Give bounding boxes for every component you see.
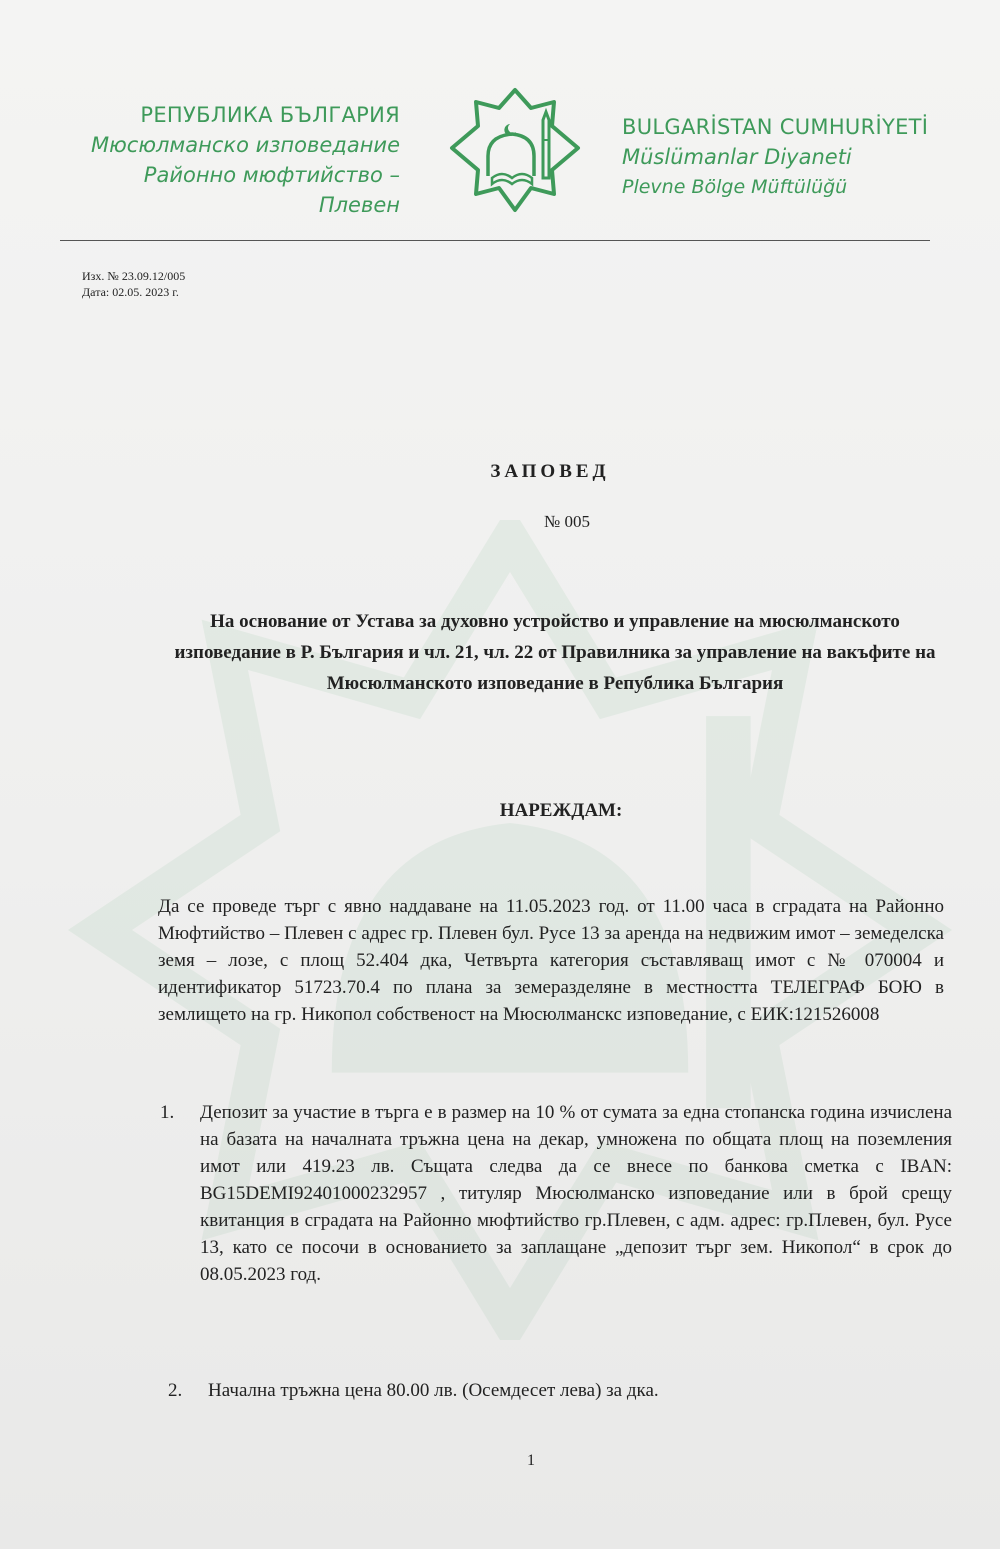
header-right — [622, 112, 962, 202]
auction-paragraph: Да се проведе търг с явно наддаване на 11.05.2023 год. от 11.00 часа в сградата на Районно Мюфтийство – Плевен с адрес гр. Плевен бул. Русе 13 за аренда на недвижим имот – земеделска земя – лозе, с площ 52.404 дка, Четвърта категория съставляващ имот с № 070004 и идентификатор 51723.70.4 по плана за земеразделяне в местността ТЕЛЕГРАФ БОЮ в землището на гр. Никопол собственост на Мюсюлманскс изповедание, с ЕИК:121526008 — [158, 896, 944, 1025]
header-country-bg: РЕПУБЛИКА БЪЛГАРИЯ — [140, 103, 400, 127]
header-office-tr: Plevne Bölge Müftülüğü — [622, 176, 848, 198]
header-institution-bg: Мюсюлманско изповедание — [90, 133, 400, 157]
list-item-number: 2. — [168, 1380, 183, 1401]
order-heading: НАРЕЖДАМ: — [499, 800, 623, 821]
star-mosque-book-logo-icon — [440, 86, 590, 214]
list-item-text: Начална тръжна цена 80.00 лв. (Осемдесет лева) за дка. — [208, 1380, 659, 1401]
document-title: ЗАПОВЕД — [490, 461, 610, 482]
list-item — [160, 1099, 952, 1288]
list-item-number: 1. — [160, 1102, 175, 1123]
list-item — [168, 1377, 908, 1404]
header-country-tr: BULGARİSTAN CUMHURİYETİ — [622, 115, 929, 139]
legal-basis: На основание от Устава за духовно устройство и управление на мюсюлманското изповедание в Р. България и чл. 21, чл. 22 от Правилника за управление на вакъфите на Мюсюлманското изповедание в Република България — [174, 611, 936, 694]
header-institution-tr: Müslümanlar Diyaneti — [622, 145, 852, 169]
header-office-bg: Районно мюфтийство – Плевен — [143, 163, 400, 217]
document-meta — [82, 268, 185, 300]
document-date: Дата: 02.05. 2023 г. — [82, 285, 179, 299]
order-number: № 005 — [544, 512, 590, 531]
list-item-text: Депозит за участие в търга е в размер на 10 % от сумата за една стопанска година изчислена на базата на началната тръжна цена на декар, умножена по общата площ на поземления имот или 419.23 лв. Същата следва да се внесе по банкова сметка с IBAN: BG15DEMI92401000232957 , титуляр Мюсюлманско изповедание или в брой срещу квитанция в сградата на Районно мюфтийство гр.Плевен, с адм. адрес: гр.Плевен, бул. Русе 13, като се посочи в основанието за заплащане „депозит търг зем. Никопол“ в срок до 08.05.2023 год. — [200, 1102, 952, 1285]
page-number: 1 — [527, 1452, 535, 1469]
reference-number: Изх. № 23.09.12/005 — [82, 269, 186, 283]
header-divider — [60, 240, 930, 241]
header-left — [60, 100, 400, 220]
